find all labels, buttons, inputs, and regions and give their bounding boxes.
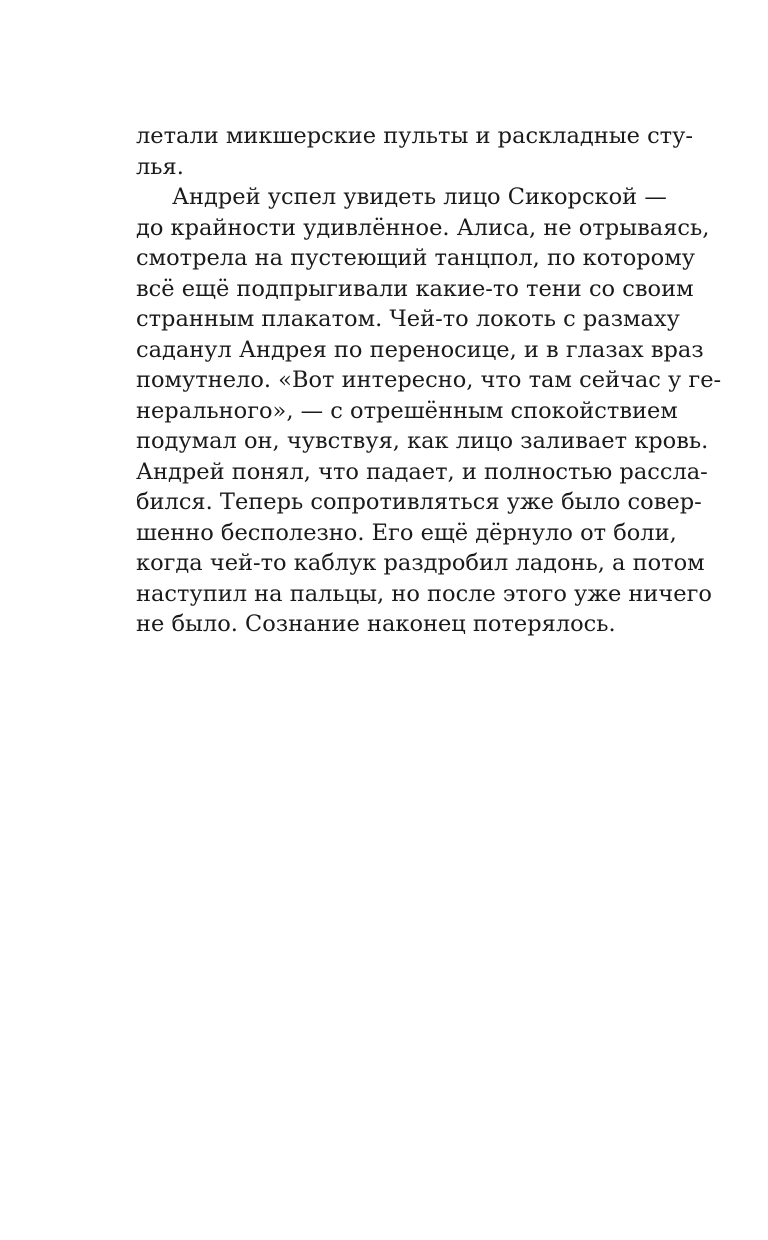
text-line: летали микшерские пульты и раскладные сту- <box>136 123 693 149</box>
text-line: бился. Теперь сопротивляться уже было совер- <box>136 489 702 515</box>
text-line: до крайности удивлённое. Алиса, не отрываясь, <box>136 214 710 241</box>
text-line: шенно бесполезно. Его ещё дёрнуло от боли, <box>136 519 677 546</box>
text-line: лья. <box>136 153 184 180</box>
text-line: подумал он, чувствуя, как лицо заливает кровь. <box>136 428 709 454</box>
text-line: Андрей понял, что падает, и полностью рассла- <box>136 458 708 485</box>
text-line: Андрей успел увидеть лицо Сикорской — <box>172 184 667 210</box>
text-line: всё ещё подпрыгивали какие-то тени со своим <box>136 275 694 302</box>
text-line: нерального», — с отрешённым спокойствием <box>136 397 678 424</box>
paragraph-2 <box>136 182 722 640</box>
text-line: саданул Андрея по переносице, и в глазах враз <box>136 336 704 363</box>
text-line: странным плакатом. Чей-то локоть с размаху <box>136 306 680 332</box>
text-line: помутнело. «Вот интересно, что там сейчас у ге- <box>136 367 722 393</box>
text-line: смотрела на пустеющий танцпол, по которому <box>136 245 695 271</box>
text-line: наступил на пальцы, но после этого уже ничего <box>136 580 712 607</box>
text-line: не было. Сознание наконец потерялось. <box>136 611 616 637</box>
paragraph-1 <box>136 121 693 182</box>
text-line: когда чей-то каблук раздробил ладонь, а потом <box>136 550 705 576</box>
body-text <box>136 121 722 640</box>
